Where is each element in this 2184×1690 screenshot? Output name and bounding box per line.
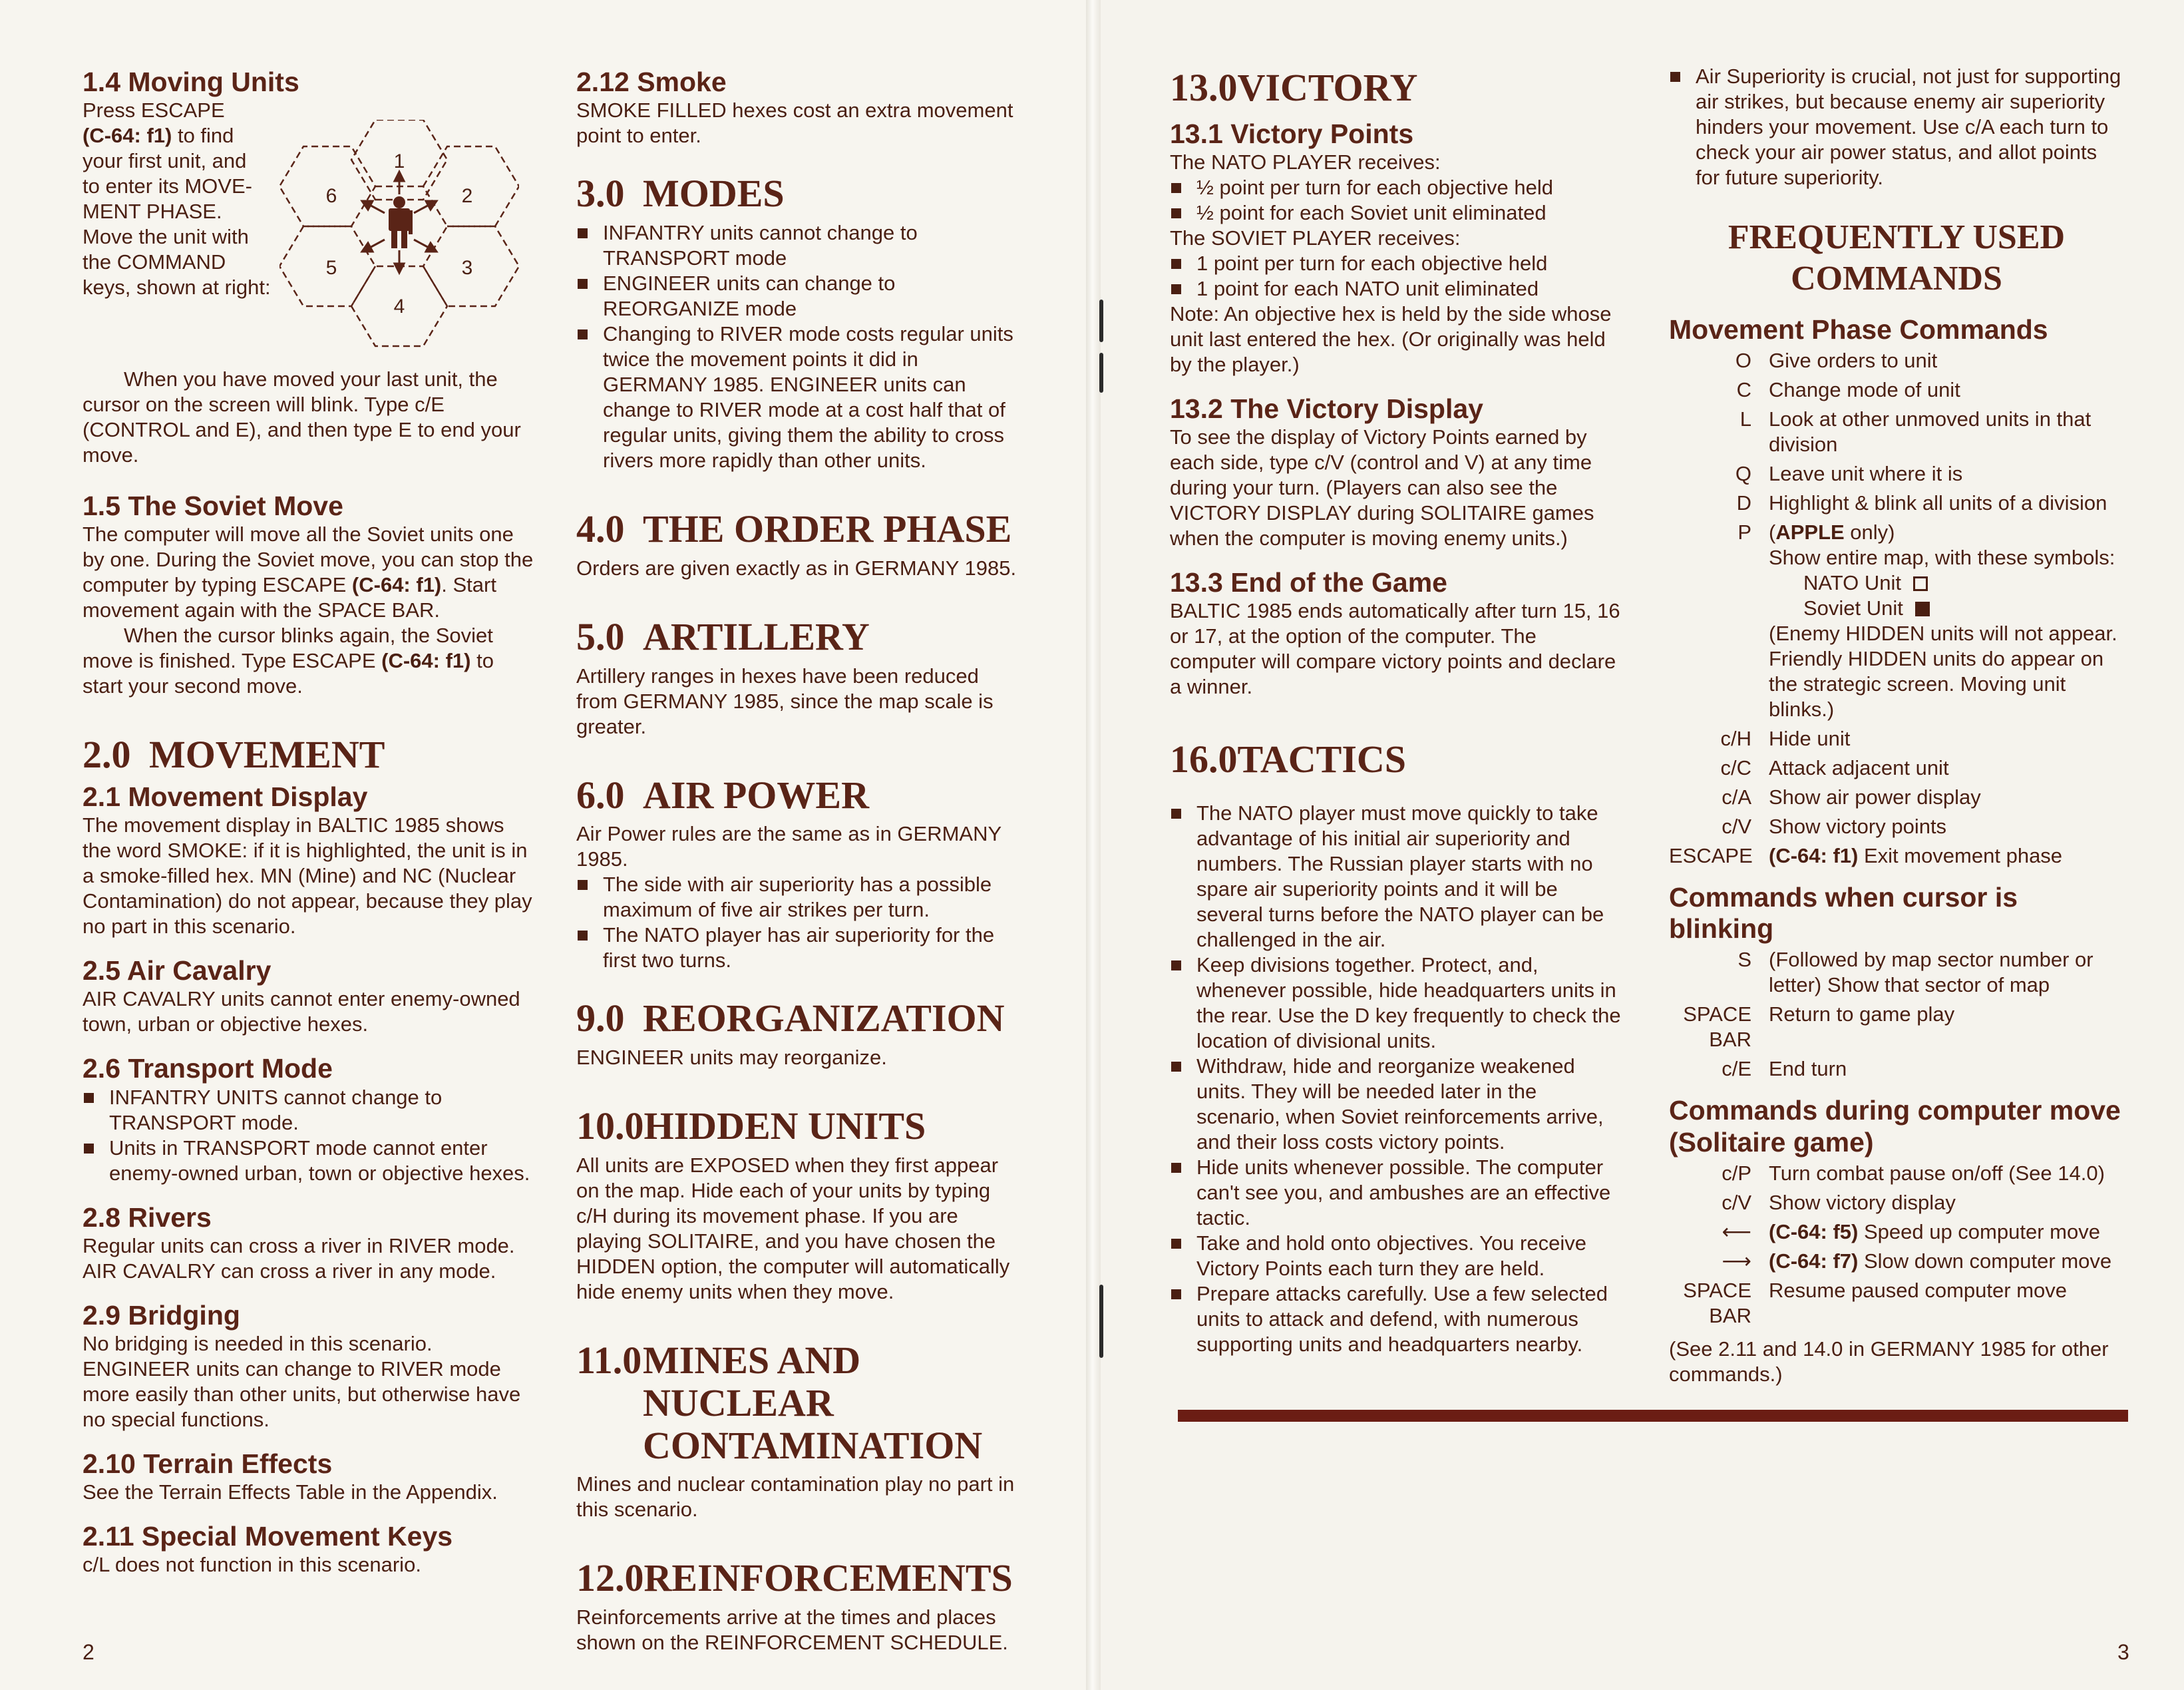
section-5-0-text: Artillery ranges in hexes have been reduced from GERMANY 1985, since the map scale is greater. bbox=[576, 664, 994, 738]
section-11-0-heading: 11.0MINES AND NUCLEAR CONTAMINATION bbox=[576, 1338, 983, 1467]
section-13-0-heading: 13.0VICTORY bbox=[1170, 66, 1418, 109]
command-row-escape: ESCAPE (C-64: f1) Exit movement phase bbox=[1669, 844, 2063, 868]
section-9-0-text: ENGINEER units may reorganize. bbox=[576, 1046, 887, 1070]
hex-label-6: 6 bbox=[325, 185, 337, 207]
section-6-0-heading: 6.0 AIR POWER bbox=[576, 773, 869, 817]
section-16-0-heading: 16.0TACTICS bbox=[1170, 738, 1407, 781]
soviet-points-list bbox=[1170, 251, 1622, 302]
section-2-1-text: The movement display in BALTIC 1985 shows the word SMOKE: if it is highlighted, the unit is in a smoke-filled hex. MN (Mine) and NC (Nuclear Contamination) do not appear, because they play no part in this scenario. bbox=[83, 813, 532, 939]
left-column-2 bbox=[576, 67, 1025, 1655]
section-divider-bar bbox=[1178, 1410, 2128, 1422]
section-4-0-heading: 4.0 THE ORDER PHASE bbox=[576, 507, 1012, 550]
section-2-11-title: 2.11 Special Movement Keys bbox=[83, 1520, 453, 1552]
soldier-icon bbox=[389, 196, 413, 248]
section-2-10-title: 2.10 Terrain Effects bbox=[83, 1448, 333, 1479]
section-11-0-text: Mines and nuclear contamination play no part in this scenario. bbox=[576, 1472, 1015, 1522]
list-item: Hide units whenever possible. The computer can't see you, and ambushes are an effective tactic. bbox=[1170, 1155, 1622, 1231]
section-2-1-title: 2.1 Movement Display bbox=[83, 781, 368, 813]
list-item: ½ point per turn for each objective held bbox=[1170, 175, 1622, 200]
book-spine bbox=[1086, 0, 1101, 1690]
soviet-unit-label: Soviet Unit bbox=[1803, 596, 1903, 620]
page-number-left: 2 bbox=[83, 1640, 94, 1664]
section-2-12-title: 2.12 Smoke bbox=[576, 67, 727, 97]
hex-direction-diagram bbox=[279, 120, 519, 359]
page-number-right: 3 bbox=[2117, 1640, 2129, 1664]
section-2-12-text: SMOKE FILLED hexes cost an extra movement point to enter. bbox=[576, 99, 1013, 148]
section-2-0-heading: 2.0 MOVEMENT bbox=[83, 733, 385, 777]
tactics-list bbox=[1170, 801, 1622, 1357]
staple-mark bbox=[1099, 353, 1103, 393]
list-item: Units in TRANSPORT mode cannot enter enemy-owned urban, town or objective hexes. bbox=[83, 1136, 538, 1186]
list-item: 1 point for each NATO unit eliminated bbox=[1170, 276, 1622, 302]
section-13-2-text: To see the display of Victory Points earned by each side, type c/V (control and V) at any time during your turn. (Players can also see the VICTORY DISPLAY during SOLITAIRE games when the computer is moving enemy units.) bbox=[1170, 425, 1594, 550]
section-3-0-heading: 3.0 MODES bbox=[576, 172, 785, 216]
list-item: 1 point per turn for each objective held bbox=[1170, 251, 1622, 276]
hex-label-2: 2 bbox=[461, 185, 473, 207]
right-column-1 bbox=[1170, 67, 1622, 1357]
frequently-used-commands-title: FREQUENTLY USED COMMANDS bbox=[1728, 218, 2066, 298]
list-item: Take and hold onto objectives. You receive Victory Points each turn they are held. bbox=[1170, 1231, 1622, 1281]
nato-receives-label: The NATO PLAYER receives: bbox=[1170, 150, 1441, 174]
list-item: ENGINEER units can change to REORGANIZE mode bbox=[576, 271, 1025, 321]
command-row-p: P (APPLE only) Show entire map, with these symbols: NATO Unit Soviet Unit (Enemy HIDDEN units will not appear. Friendly HIDDEN units do appear on the strategic screen. Moving unit blinks.) bbox=[1737, 521, 2117, 722]
list-item: INFANTRY units cannot change to TRANSPORT mode bbox=[576, 220, 1025, 271]
staple-mark bbox=[1099, 1285, 1103, 1358]
section-10-0-heading: 10.0HIDDEN UNITS bbox=[576, 1104, 926, 1148]
hex-label-4: 4 bbox=[393, 296, 405, 317]
hex-label-5: 5 bbox=[325, 257, 337, 279]
section-1-5-p2: When the cursor blinks again, the Soviet move is finished. Type ESCAPE (C-64: f1) to start your second move. bbox=[83, 624, 494, 698]
section-9-0-heading: 9.0 REORGANIZATION bbox=[576, 996, 1005, 1040]
see-also-note: (See 2.11 and 14.0 in GERMANY 1985 for other commands.) bbox=[1669, 1337, 2109, 1386]
list-item: The side with air superiority has a possible maximum of five air strikes per turn. bbox=[576, 872, 1025, 923]
right-column-2: Air Superiority is crucial, not just for supporting air strikes, but because enemy air superiority hinders your movement. Use c/A each turn to check your air power status, and allot points for future superiority. FREQUENTLY USED COMMANDS Movement Phase Commands O Give orders to unit C Change mode of unit L Look at other unmoved units in that division Q Leave unit where it is D Highlight & blink all units of a division P (APPLE only) Show entire map, with these symbols: NATO Unit Soviet Unit (Enemy HIDDEN units will not appear. Friendly HIDDEN units do appear on the strategic screen. Moving unit blinks.) c/H Hide unit c/C Attack adjacent unit c/A Show air power display c/V Show victory points ESCAPE (C-64: f1) Exit movement phase Commands when cursor is blinking S (Followed by map sector number or letter) Show that sector of map SPACE BAR Return to game play c/E End turn Commands during computer move (Solitaire game) c/P Turn combat pause on/off (See 14.0) c/V Show victory display ⟵ (C-64: f5) Speed up computer move ⟶ (C-64: f7) Slow down computer move SPACE BAR Resume paused computer move (See 2.11 and 14.0 in GERMANY 1985 for other commands.) bbox=[1669, 64, 2124, 1387]
computer-move-commands-title: Commands during computer move (Solitaire game) bbox=[1669, 1095, 2121, 1158]
movement-phase-commands-title: Movement Phase Commands bbox=[1669, 314, 2048, 345]
list-item: Air Superiority is crucial, not just for supporting air strikes, but because enemy air superiority hinders your movement. Use c/A each turn to check your air power status, and allot points for future superiority. bbox=[1669, 64, 2124, 190]
hex-label-1: 1 bbox=[393, 150, 405, 172]
list-item: The NATO player must move quickly to take advantage of his initial air superiority and numbers. The Russian player starts with no spare air superiority points and it will be several turns before the NATO player can be challenged in the air. bbox=[1170, 801, 1622, 952]
section-13-3-title: 13.3 End of the Game bbox=[1170, 567, 1447, 598]
section-2-8-title: 2.8 Rivers bbox=[83, 1201, 212, 1233]
section-1-4-text: Press ESCAPE (C-64: f1) to find your first unit, and to enter its MOVE- MENT PHASE. Move the unit with the COMMAND keys, shown at right: bbox=[83, 99, 271, 300]
section-10-0-text: All units are EXPOSED when they first appear on the map. Hide each of your units by typing c/H during its movement phase. If you are playing SOLITAIRE, and you have chosen the HIDDEN option, the computer will automatically hide enemy units when they move. bbox=[576, 1153, 1010, 1303]
soviet-unit-symbol-icon bbox=[1915, 602, 1930, 616]
cursor-blinking-commands-title: Commands when cursor is blinking bbox=[1669, 882, 2018, 945]
section-13-1-title: 13.1 Victory Points bbox=[1170, 118, 1414, 149]
air-superiority-list bbox=[1669, 64, 2124, 190]
hex-label-3: 3 bbox=[461, 257, 473, 279]
staple-mark bbox=[1099, 300, 1103, 342]
section-6-0-text: Air Power rules are the same as in GERMANY 1985. bbox=[576, 822, 1001, 871]
section-2-10-text: See the Terrain Effects Table in the Appendix. bbox=[83, 1480, 498, 1504]
section-12-0-heading: 12.0REINFORCEMENTS bbox=[576, 1556, 1013, 1600]
section-1-4-title: 1.4 Moving Units bbox=[83, 67, 299, 97]
section-4-0-text: Orders are given exactly as in GERMANY 1985. bbox=[576, 556, 1017, 580]
section-2-6-title: 2.6 Transport Mode bbox=[83, 1053, 333, 1084]
nato-unit-label: NATO Unit bbox=[1803, 571, 1901, 595]
list-item: Keep divisions together. Protect, and, whenever possible, hide headquarters units in the rear. Use the D key frequently to check the location of divisional units. bbox=[1170, 952, 1622, 1054]
section-2-6-list bbox=[83, 1085, 538, 1186]
list-item: The NATO player has air superiority for the first two turns. bbox=[576, 923, 1025, 973]
list-item: Withdraw, hide and reorganize weakened units. They will be needed later in the scenario, when Soviet reinforcements arrive, and their loss costs victory points. bbox=[1170, 1054, 1622, 1155]
nato-points-list bbox=[1170, 175, 1622, 226]
list-item: ½ point for each Soviet unit eliminated bbox=[1170, 200, 1622, 226]
soviet-receives-label: The SOVIET PLAYER receives: bbox=[1170, 226, 1461, 250]
left-arrow-icon: ⟵ bbox=[1722, 1219, 1751, 1243]
list-item: Changing to RIVER mode costs regular units twice the movement points it did in GERMANY 1985. ENGINEER units can change to RIVER mode at a cost half that of regular units, giving them the ability to cross rivers more rapidly than other units. bbox=[576, 321, 1025, 473]
section-1-5-p1: The computer will move all the Soviet units one by one. During the Soviet move, you can stop the computer by typing ESCAPE (C-64: f1). Start movement again with the SPACE BAR. bbox=[83, 523, 534, 622]
section-1-4-after: When you have moved your last unit, the cursor on the screen will blink. Type c/E (CONTROL and E), and then type E to end your move. bbox=[83, 367, 521, 467]
section-2-11-text: c/L does not function in this scenario. bbox=[83, 1553, 421, 1577]
section-1-5-title: 1.5 The Soviet Move bbox=[83, 491, 343, 522]
nato-unit-symbol-icon bbox=[1913, 576, 1928, 591]
section-6-0-list bbox=[576, 872, 1025, 973]
section-2-9-title: 2.9 Bridging bbox=[83, 1299, 240, 1331]
section-13-3-text: BALTIC 1985 ends automatically after turn 15, 16 or 17, at the option of the computer. The computer will compare victory points and declare a winner. bbox=[1170, 599, 1620, 699]
section-2-8-text: Regular units can cross a river in RIVER mode. AIR CAVALRY can cross a river in any mode. bbox=[83, 1233, 515, 1283]
section-2-5-text: AIR CAVALRY units cannot enter enemy-owned town, urban or objective hexes. bbox=[83, 987, 520, 1036]
section-3-0-list bbox=[576, 220, 1025, 473]
objective-note: Note: An objective hex is held by the side whose unit last entered the hex. (Or originally was held by the player.) bbox=[1170, 302, 1612, 376]
section-2-5-title: 2.5 Air Cavalry bbox=[83, 955, 272, 986]
right-arrow-icon: ⟶ bbox=[1722, 1249, 1751, 1273]
section-12-0-text: Reinforcements arrive at the times and places shown on the REINFORCEMENT SCHEDULE. bbox=[576, 1605, 1008, 1655]
list-item: INFANTRY UNITS cannot change to TRANSPORT mode. bbox=[83, 1085, 538, 1136]
section-5-0-heading: 5.0 ARTILLERY bbox=[576, 614, 870, 658]
list-item: Prepare attacks carefully. Use a few selected units to attack and defend, with numerous supporting units and headquarters nearby. bbox=[1170, 1281, 1622, 1357]
section-2-9-text: No bridging is needed in this scenario. ENGINEER units can change to RIVER mode more easily than other units, but otherwise have no special functions. bbox=[83, 1331, 521, 1431]
section-13-2-title: 13.2 The Victory Display bbox=[1170, 393, 1483, 424]
